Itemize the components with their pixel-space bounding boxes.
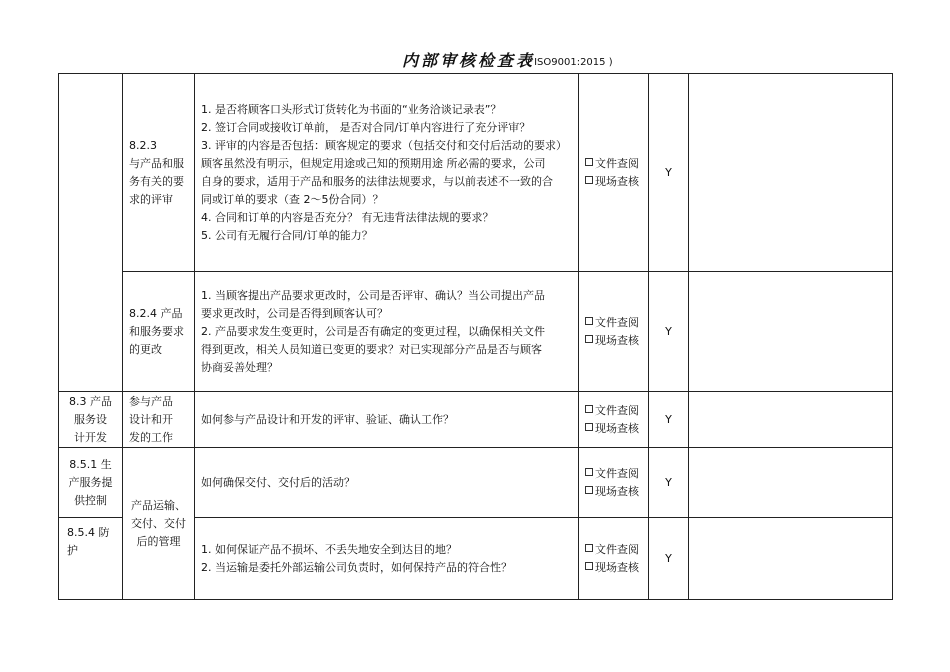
method-cell [579, 448, 649, 518]
item-text: 8.2.4 产品 [129, 306, 183, 320]
content-text: 1. 如何保证产品不损坏、不丢失地安全到达目的地？ [201, 542, 457, 556]
item-text: 8.2.3 [129, 138, 157, 152]
notes-cell [689, 392, 893, 448]
result-cell: Y [649, 272, 689, 392]
method-label: 文件查阅 [595, 156, 639, 170]
method-cell [579, 74, 649, 272]
content-text: 2. 签订合同或接收订单前， 是否对合同/订单内容进行了充分评审？ [201, 120, 531, 134]
checkbox-document-review[interactable] [585, 405, 593, 413]
content-text: 4. 合同和订单的内容是否充分？ 有无违背法律法规的要求？ [201, 210, 494, 224]
item-cell [123, 448, 195, 600]
item-text: 和服务要求 [129, 324, 184, 338]
method-cell [579, 272, 649, 392]
content-text: 3. 评审的内容是否包括：顾客规定的要求（包括交付和交付后活动的要求） [201, 138, 567, 152]
content-text: 如何参与产品设计和开发的评审、验证、确认工作？ [201, 412, 454, 426]
content-text: 2. 产品要求发生变更时，公司是否有确定的变更过程，以确保相关文件 [201, 324, 545, 338]
checkbox-onsite-check[interactable] [585, 423, 593, 431]
item-text: 交付、交付 [131, 516, 186, 530]
method-label: 文件查阅 [595, 315, 639, 329]
content-cell [195, 74, 579, 272]
clause-cell [59, 74, 123, 392]
item-text: 与产品和服 [129, 156, 184, 170]
clause-text: 计开发 [74, 430, 107, 444]
result-cell: Y [649, 448, 689, 518]
method-label: 现场查核 [595, 421, 639, 435]
result-cell: Y [649, 74, 689, 272]
result-cell: Y [649, 392, 689, 448]
item-text: 求的评审 [129, 192, 173, 206]
content-text: 如何确保交付、交付后的活动？ [201, 475, 355, 489]
item-text: 产品运输、 [131, 498, 186, 512]
clause-cell [59, 448, 123, 518]
item-text: 参与产品 [129, 394, 173, 408]
clause-text: 8.5.4 防 [67, 526, 110, 539]
content-cell [195, 448, 579, 518]
clause-text: 服务设 [74, 412, 107, 426]
content-text: 同或订单的要求（查 2～5份合同）？ [201, 192, 384, 206]
clause-text: 护 [67, 544, 78, 557]
item-text: 后的管理 [136, 534, 181, 548]
notes-cell [689, 272, 893, 392]
method-cell [579, 392, 649, 448]
audit-checklist-table [58, 73, 893, 600]
checkbox-document-review[interactable] [585, 544, 593, 552]
method-label: 现场查核 [595, 560, 639, 574]
result-cell: Y [649, 518, 689, 600]
content-text: 协商妥善处理？ [201, 360, 278, 374]
item-text: 发的工作 [129, 430, 173, 444]
checkbox-onsite-check[interactable] [585, 486, 593, 494]
checkbox-onsite-check[interactable] [585, 176, 593, 184]
content-text: 1. 是否将顾客口头形式订货转化为书面的“业务洽谈记录表”？ [201, 102, 502, 116]
content-text: 要求更改时，公司是否得到顾客认可？ [201, 306, 388, 320]
content-cell [195, 392, 579, 448]
checkbox-document-review[interactable] [585, 468, 593, 476]
page-title: 内部审核检查表 [402, 51, 536, 70]
method-cell [579, 518, 649, 600]
notes-cell [689, 74, 893, 272]
content-text: 2. 当运输是委托外部运输公司负责时，如何保持产品的符合性？ [201, 560, 512, 574]
table-row [59, 74, 893, 272]
clause-text: 8.3 产品 [69, 394, 112, 408]
table-row [59, 392, 893, 448]
method-label: 文件查阅 [595, 542, 639, 556]
item-text: 设计和开 [129, 412, 173, 426]
clause-cell [59, 392, 123, 448]
clause-text: 供控制 [74, 493, 107, 507]
title-area [0, 48, 950, 72]
item-text: 务有关的要 [129, 174, 184, 188]
content-text: 1. 当顾客提出产品要求更改时，公司是否评审、确认？当公司提出产品 [201, 288, 545, 302]
content-text: 5. 公司有无履行合同/订单的能力？ [201, 228, 373, 242]
notes-cell [689, 448, 893, 518]
table-row [59, 448, 893, 518]
method-label: 现场查核 [595, 174, 639, 188]
table-row [59, 272, 893, 392]
content-cell [195, 272, 579, 392]
clause-text: 8.5.1 生 [69, 457, 112, 471]
content-text: 自身的要求，适用于产品和服务的法律法规要求，与以前表述不一致的合 [201, 174, 553, 188]
clause-text: 产服务提 [68, 475, 113, 489]
method-label: 现场查核 [595, 484, 639, 498]
notes-cell [689, 518, 893, 600]
method-label: 文件查阅 [595, 466, 639, 480]
method-label: 文件查阅 [595, 403, 639, 417]
page-subtitle: ( ISO9001:2015 ) [527, 57, 613, 68]
item-cell [123, 392, 195, 448]
method-label: 现场查核 [595, 333, 639, 347]
checkbox-onsite-check[interactable] [585, 335, 593, 343]
item-cell [123, 74, 195, 272]
item-text: 的更改 [129, 342, 162, 356]
content-text: 顾客虽然没有明示，但规定用途或己知的预期用途 所必需的要求，公司 [201, 156, 546, 170]
item-cell [123, 272, 195, 392]
checkbox-document-review[interactable] [585, 317, 593, 325]
checkbox-onsite-check[interactable] [585, 562, 593, 570]
content-cell [195, 518, 579, 600]
checkbox-document-review[interactable] [585, 158, 593, 166]
clause-cell [59, 518, 123, 600]
content-text: 得到更改，相关人员知道已变更的要求？对已实现部分产品是否与顾客 [201, 342, 542, 356]
